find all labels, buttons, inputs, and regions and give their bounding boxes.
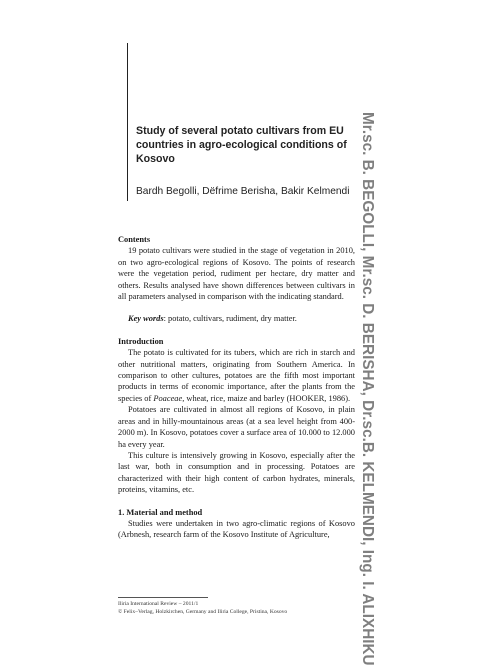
- introduction-paragraph-1: The potato is cultivated for its tubers, which are rich in starch and other nutritional matters, originating from Southern America. In comparison to other cultures, potatoes are the fifth most important products in terms of economic importance, after the plants from the species of Poaceae, wheat, rice, maize and barley (HOOKER, 1986).: [118, 348, 355, 403]
- footer-copyright: © Felix–Verlag, Holzkirchen, Germany and Iliria College, Pristina, Kosovo: [118, 609, 288, 615]
- keywords-label: Key words: [128, 314, 164, 324]
- footnote-rule: [118, 597, 208, 598]
- keywords-text: : potato, cultivars, rudiment, dry matter.: [163, 314, 297, 324]
- contents-heading: Contents: [118, 235, 151, 244]
- footer-journal: Iliria International Review – 2011/1: [118, 601, 199, 607]
- title-rule: [127, 43, 128, 201]
- introduction-paragraph-3: This culture is intensively growing in Kosovo, especially after the last war, both in consumption and in processing. Potatoes are characterized with their high content of carbon hydrates, minerals, proteins, vitamins, etc.: [118, 450, 355, 495]
- side-author-strip: Mr.sc. B. BEGOLLI, Mr.sc. D. BERISHA, Dr.sc.B. KELMENDI, Ing. I. ALIXHIKU: [359, 112, 376, 666]
- material-heading: 1. Material and method: [118, 507, 203, 517]
- keywords: [118, 313, 355, 324]
- paper-title: Study of several potato cultivars from EU countries in agro-ecological conditions of Kosovo: [136, 125, 347, 165]
- authors-line: Bardh Begolli, Dëfrime Berisha, Bakir Kelmendi: [136, 186, 350, 197]
- introduction-paragraph-2: Potatoes are cultivated in almost all regions of Kosovo, in plain areas and in hilly-mountainous areas (at a sea level height from 400-2000 m). In Kosovo, potatoes cover a surface area of 10.000 to 12.000 ha every year.: [118, 405, 355, 449]
- article-body: [118, 234, 355, 541]
- introduction-heading: Introduction: [118, 336, 164, 346]
- contents-text: 19 potato cultivars were studied in the stage of vegetation in 2010, on two agro-ecological regions of Kosovo. The points of research were the vegetation period, rudiment per hectare, dry matter and others. Results analysed have shown differences between cultivars in all parameters analysed in comparison with the indicating standard.: [118, 246, 355, 302]
- material-text: Studies were undertaken in two agro-climatic regions of Kosovo (Arbnesh, research farm of the Kosovo Institute of Agriculture,: [118, 518, 355, 540]
- footer: [118, 600, 378, 616]
